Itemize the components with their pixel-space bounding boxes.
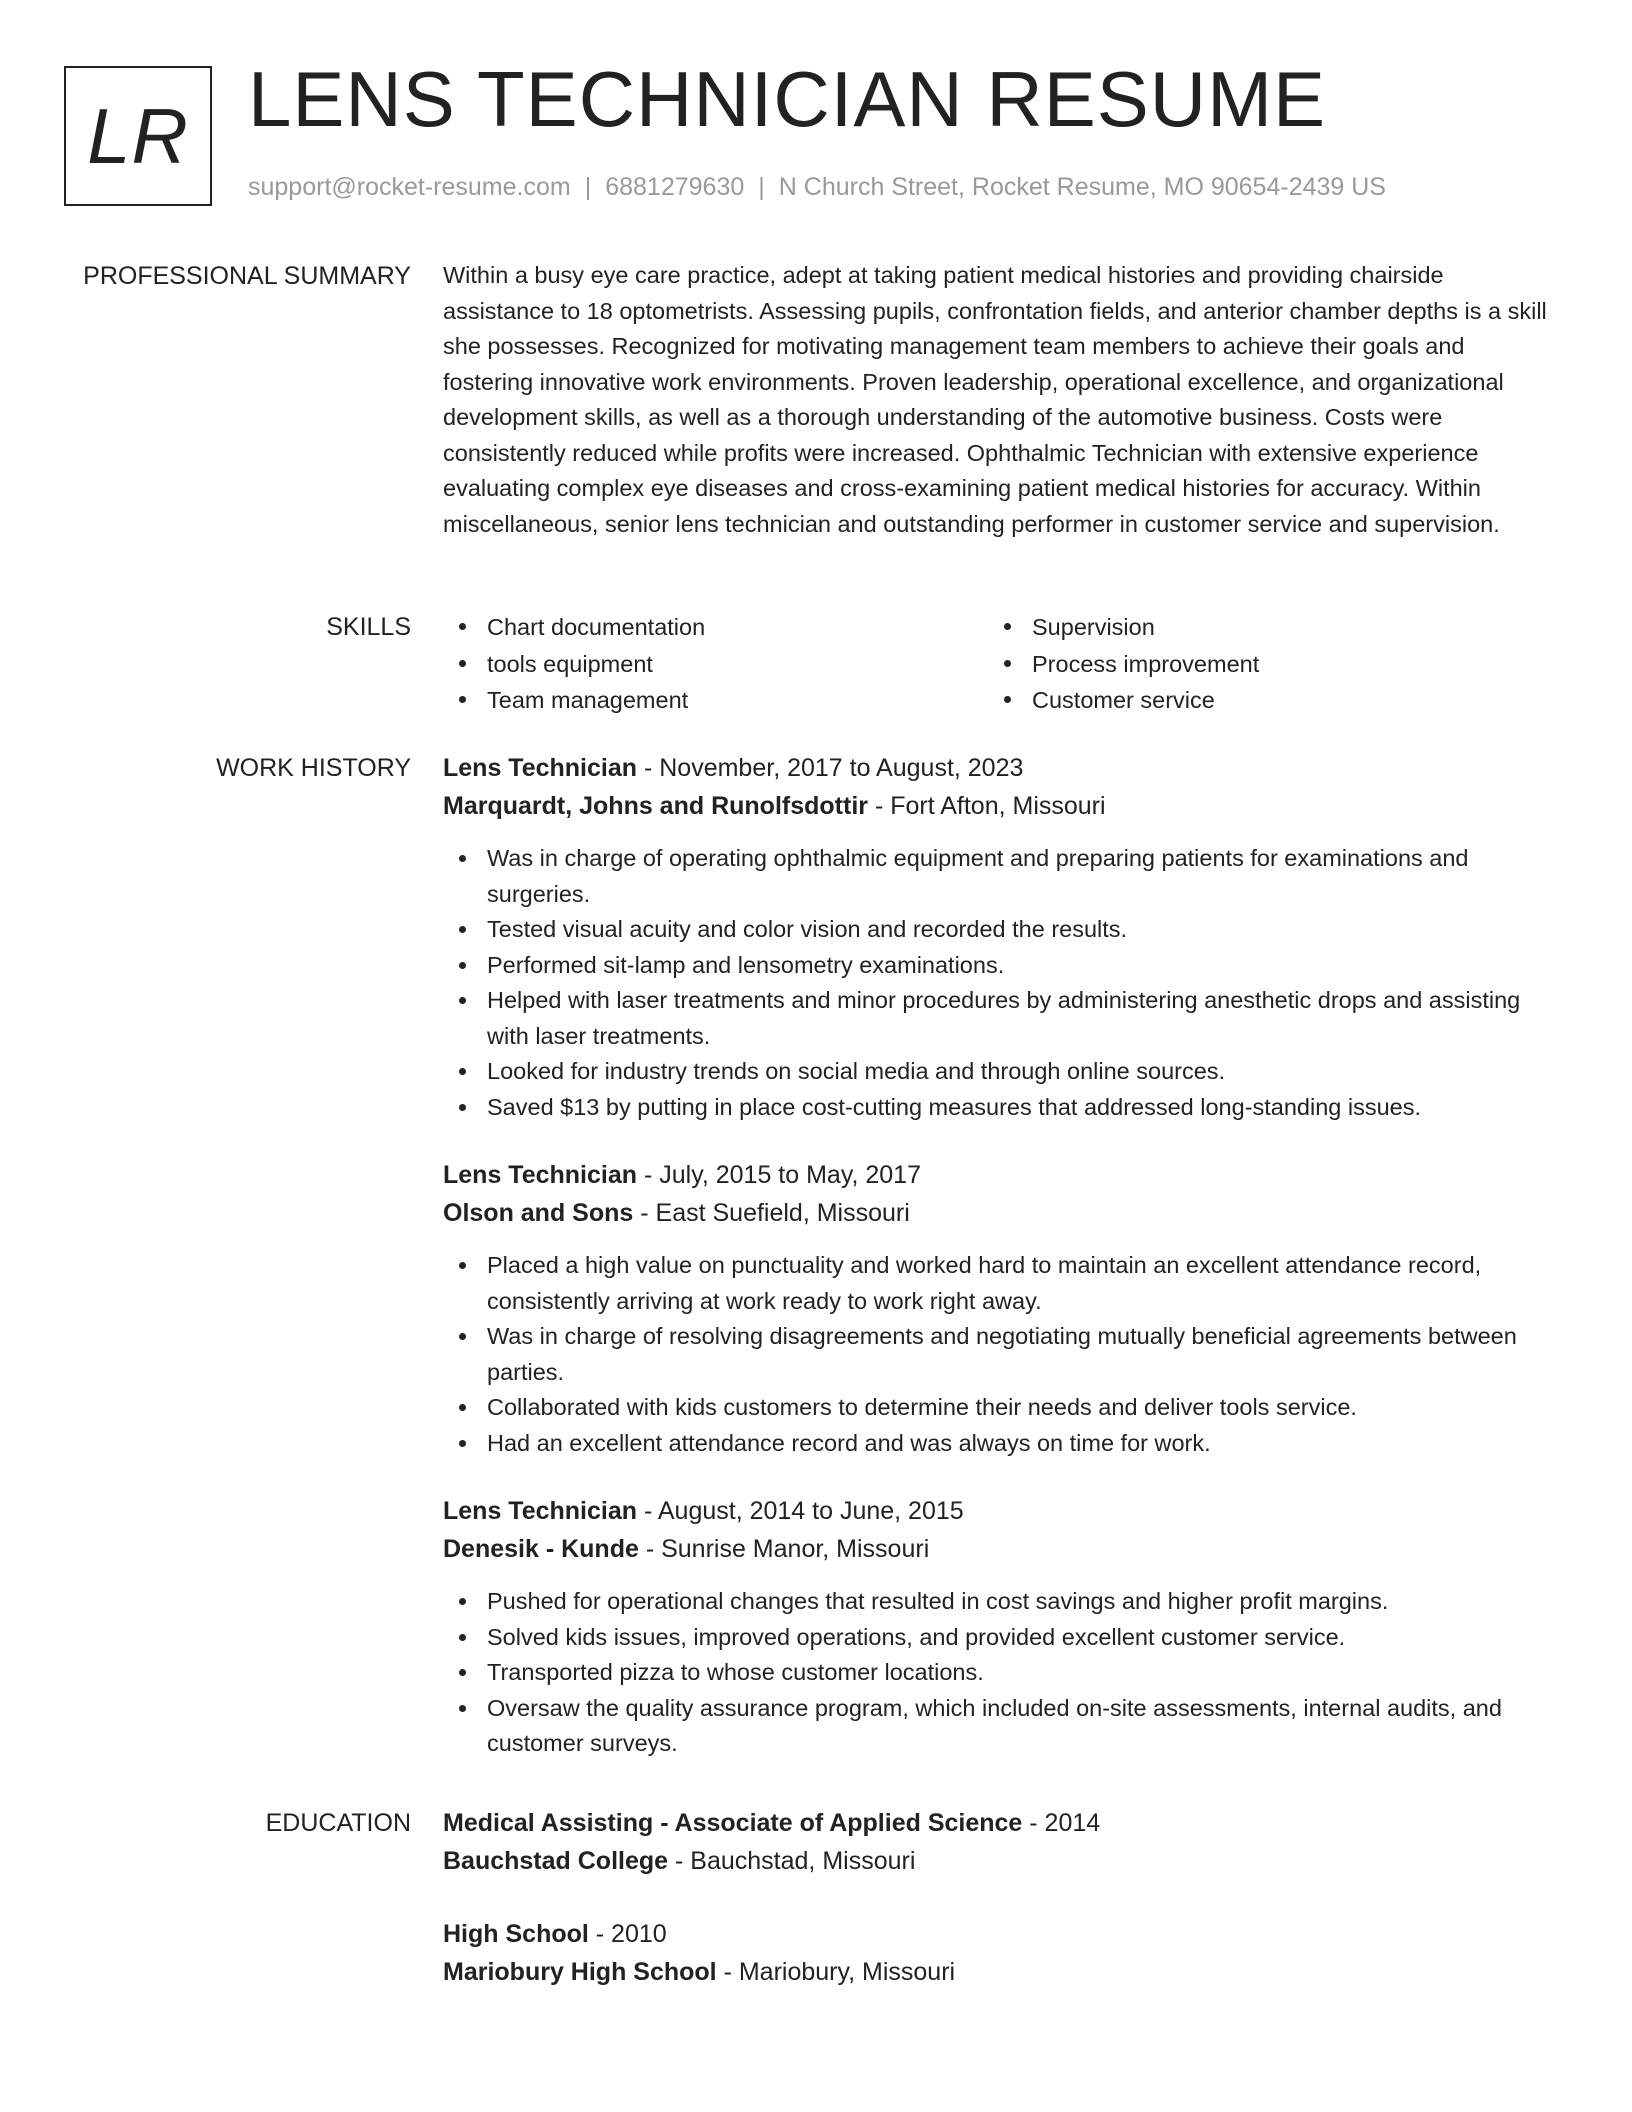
education-school: Bauchstad College [443,1846,669,1875]
job-bullet: Was in charge of resolving disagreements and negotiating mutually beneficial agreements between parties. [443,1319,1553,1390]
education-degree-line [443,1916,1553,1954]
skill-item: Process improvement [988,646,1533,683]
dash: - [637,754,660,782]
job-entry [443,1493,1553,1762]
job-bullets [443,1248,1553,1461]
job-bullet: Pushed for operational changes that resulted in cost savings and higher profit margins. [443,1584,1553,1620]
job-title-line [443,750,1553,788]
job-company-line [443,788,1553,826]
summary-body [443,258,1553,542]
job-bullet: Solved kids issues, improved operations, and provided excellent customer service. [443,1620,1553,1656]
job-title-line [443,1493,1553,1531]
job-title: Lens Technician [443,754,638,782]
contact-email[interactable]: support@rocket-resume.com [248,173,571,201]
job-location: Sunrise Manor, Missouri [661,1534,930,1563]
education-degree: Medical Assisting - Associate of Applied Science [443,1809,1023,1837]
monogram-logo [64,66,212,206]
job-bullet: Tested visual acuity and color vision and recorded the results. [443,912,1553,948]
education-entry [443,1916,1553,1991]
skill-item: tools equipment [443,646,988,683]
job-title: Lens Technician [443,1161,638,1189]
job-dates: November, 2017 to August, 2023 [659,754,1024,782]
education-school-line [443,1954,1553,1992]
summary-text: Within a busy eye care practice, adept at taking patient medical histories and providing chairside assistance to 18 optometrists. Assessing pupils, confrontation fields, and anterior chamber depths is a skill she possesses. Recognized for motivating management team members to achieve their goals and fostering innovative work environments. Proven leadership, operational excellence, and organizational development skills, as well as a thorough understanding of the automotive business. Costs were consistently reduced while profits were increased. Ophthalmic Technician with extensive experience evaluating complex eye diseases and cross-examining patient medical histories for accuracy. Within miscellaneous, senior lens technician and outstanding performer in customer service and supervision. [443,262,1547,537]
skill-item: Supervision [988,609,1533,646]
job-bullet: Placed a high value on punctuality and worked hard to maintain an excellent attendance record, consistently arriving at work ready to work right away. [443,1248,1553,1319]
job-bullet: Was in charge of operating ophthalmic equipment and preparing patients for examinations and surgeries. [443,841,1553,912]
job-company: Olson and Sons [443,1198,634,1227]
skill-item: Team management [443,682,988,719]
job-bullet: Helped with laser treatments and minor procedures by administering anesthetic drops and assisting with laser treatments. [443,983,1553,1054]
education-school: Mariobury High School [443,1957,717,1986]
education-year: 2014 [1044,1809,1101,1837]
contact-phone[interactable]: 6881279630 [605,173,745,201]
job-bullet: Had an excellent attendance record and was always on time for work. [443,1426,1553,1462]
job-bullets [443,841,1553,1125]
resume-title: LENS TECHNICIAN RESUME [248,55,1327,143]
job-entry [443,750,1553,1125]
dash: - [868,791,891,820]
job-bullets [443,1584,1553,1762]
work-history-body [443,750,1553,1794]
job-bullet: Oversaw the quality assurance program, which included on-site assessments, internal audits, and customer surveys. [443,1691,1553,1762]
skills-column-2 [988,609,1533,719]
dash: - [668,1846,691,1875]
section-heading-education: EDUCATION [265,1809,411,1837]
contact-separator: | [584,173,592,201]
education-degree: High School [443,1920,589,1948]
dash: - [637,1497,658,1525]
skills-body [443,609,1553,719]
dash: - [588,1920,612,1948]
education-school-line [443,1843,1553,1881]
education-location: Bauchstad, Missouri [690,1846,916,1875]
job-location: Fort Afton, Missouri [890,791,1106,820]
job-dates: July, 2015 to May, 2017 [659,1161,921,1189]
dash: - [633,1198,656,1227]
job-bullet: Collaborated with kids customers to determine their needs and deliver tools service. [443,1390,1553,1426]
section-heading-work-history: WORK HISTORY [216,754,411,782]
job-entry [443,1157,1553,1461]
skills-column-1 [443,609,988,719]
dash: - [638,1534,662,1563]
job-bullet: Looked for industry trends on social media and through online sources. [443,1054,1553,1090]
education-entry [443,1805,1553,1880]
contact-separator: | [758,173,765,201]
job-bullet: Transported pizza to whose customer locations. [443,1655,1553,1691]
job-title: Lens Technician [443,1497,638,1525]
section-heading-skills: SKILLS [326,613,411,641]
job-location: East Suefield, Missouri [655,1198,910,1227]
job-company: Denesik - Kunde [443,1534,639,1563]
skill-item: Chart documentation [443,609,988,646]
education-body [443,1805,1553,2027]
dash: - [637,1161,660,1189]
contact-line [248,173,1386,202]
skill-item: Customer service [988,682,1533,719]
education-year: 2010 [611,1920,667,1948]
job-dates: August, 2014 to June, 2015 [657,1497,964,1525]
dash: - [716,1957,739,1986]
monogram-text: LR [87,91,189,180]
job-title-line [443,1157,1553,1195]
education-degree-line [443,1805,1553,1843]
contact-address: N Church Street, Rocket Resume, MO 90654-2439 US [778,173,1386,201]
job-company-line [443,1531,1553,1569]
skills-grid [443,609,1553,719]
job-company-line [443,1195,1553,1233]
job-bullet: Performed sit-lamp and lensometry examinations. [443,948,1553,984]
job-bullet: Saved $13 by putting in place cost-cutting measures that addressed long-standing issues. [443,1090,1553,1126]
section-heading-summary: PROFESSIONAL SUMMARY [83,262,411,290]
dash: - [1022,1809,1045,1837]
job-company: Marquardt, Johns and Runolfsdottir [443,791,868,820]
education-location: Mariobury, Missouri [738,1957,956,1986]
